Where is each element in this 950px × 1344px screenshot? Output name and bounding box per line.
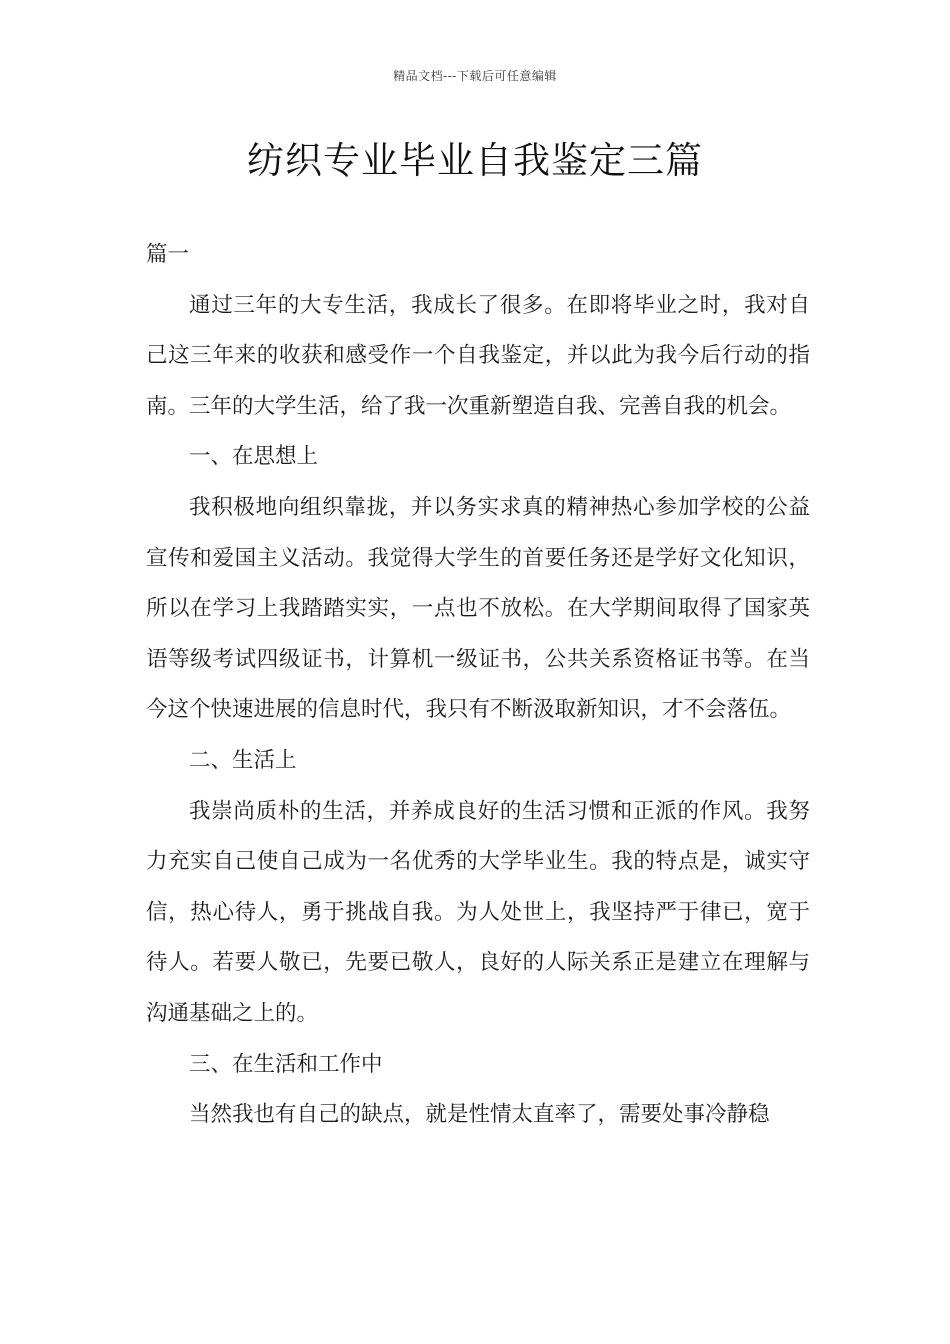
header-note: 精品文档---下载后可任意编辑 (393, 69, 557, 83)
heading-thought: 一、在思想上 (189, 444, 319, 470)
heading-life: 二、生活上 (189, 747, 297, 773)
paragraph-work: 当然我也有自己的缺点，就是性情太直率了，需要处事冷静稳 (189, 1102, 770, 1128)
section-label: 篇一 (146, 242, 190, 267)
paragraph-thought: 我积极地向组织靠拢，并以务实求真的精神热心参加学校的公益宣传和爱国主义活动。我觉得大学生的首要任务还是学好文化知识，所以在学习上我踏踏实实，一点也不放松。在大学期间取得了国家英语等级考试四级证书，计算机一级证书，公共关系资格证书等。在当今这个快速进展的信息时代，我只有不断汲取新知识，才不会落伍。 (146, 494, 810, 723)
paragraph-intro: 通过三年的大专生活，我成长了很多。在即将毕业之时，我对自己这三年来的收获和感受作一个自我鉴定，并以此为我今后行动的指南。三年的大学生活，给了我一次重新塑造自我、完善自我的机会。 (146, 292, 810, 419)
document-title: 纺织专业毕业自我鉴定三篇 (247, 139, 703, 182)
paragraph-life: 我崇尚质朴的生活，并养成良好的生活习惯和正派的作风。我努力充实自己使自己成为一名优秀的大学毕业生。我的特点是，诚实守信，热心待人，勇于挑战自我。为人处世上，我坚持严于律已，宽于待人。若要人敬已，先要已敬人，良好的人际关系正是建立在理解与沟通基础之上的。 (146, 798, 810, 1026)
heading-work: 三、在生活和工作中 (189, 1051, 383, 1077)
document-body (146, 230, 810, 1141)
